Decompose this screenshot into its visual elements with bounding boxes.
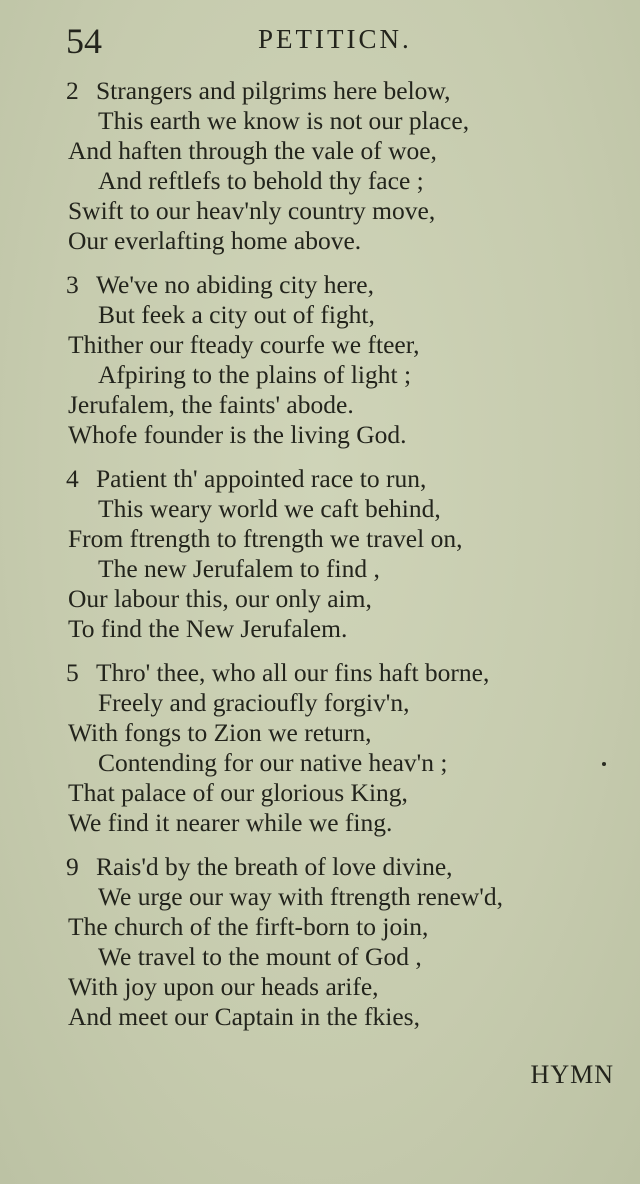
stanza-number: 3 [66,270,79,299]
verse-line: To find the New Jerufalem. [68,614,348,643]
catchword: HYMN [530,1060,614,1089]
verse-line: This weary world we caft behind, [98,494,441,523]
verse-line: Afpiring to the plains of light ; [98,360,412,389]
stanza-number: 5 [66,658,79,687]
verse-line: Rais'd by the breath of love divine, [96,852,453,881]
verse-line: We urge our way with ftrength renew'd, [98,882,503,911]
verse-line: And reftlefs to behold thy face ; [98,166,424,195]
page-number: 54 [66,21,102,61]
verse-line: The church of the firft-born to join, [68,912,429,941]
stanza-line [0,76,640,106]
hymn-text [0,76,640,1046]
stanza [0,270,640,450]
verse-line: The new Jerufalem to find , [98,554,380,583]
verse-line: With fongs to Zion we return, [68,718,372,747]
stanza-number: 2 [66,76,79,105]
ink-speck [602,762,606,766]
verse-line: Swift to our heav'nly country move, [68,196,436,225]
verse-line: Contending for our native heav'n ; [98,748,448,777]
verse-line: We travel to the mount of God , [98,942,422,971]
verse-line: We've no abiding city here, [96,270,374,299]
page-header [0,18,640,68]
verse-line: This earth we know is not our place, [98,106,470,135]
running-title: PETITICN. [258,24,412,54]
stanza [0,852,640,1032]
verse-line: Jerufalem, the faints' abode. [68,390,354,419]
verse-line: Whofe founder is the living God. [68,420,407,449]
verse-line: That palace of our glorious King, [68,778,408,807]
stanza [0,76,640,256]
verse-line: Thro' thee, who all our fins haft borne, [96,658,490,687]
verse-line: Thither our fteady courfe we fteer, [68,330,420,359]
stanza [0,658,640,838]
verse-line: We find it nearer while we fing. [68,808,393,837]
verse-line: Our everlafting home above. [68,226,362,255]
verse-line: Patient th' appointed race to run, [96,464,427,493]
verse-line: Strangers and pilgrims here below, [96,76,451,105]
stanza-line [0,852,640,882]
stanza-line [0,270,640,300]
stanza [0,464,640,644]
verse-line: But feek a city out of fight, [98,300,375,329]
verse-line: Our labour this, our only aim, [68,584,372,613]
stanza-line [0,464,640,494]
stanza-line [0,658,640,688]
stanza-number: 9 [66,852,79,881]
stanza-number: 4 [66,464,79,493]
verse-line: Freely and gracioufly forgiv'n, [98,688,410,717]
verse-line: And haften through the vale of woe, [68,136,437,165]
verse-line: With joy upon our heads arife, [68,972,379,1001]
verse-line: And meet our Captain in the fkies, [68,1002,420,1031]
verse-line: From ftrength to ftrength we travel on, [68,524,463,553]
